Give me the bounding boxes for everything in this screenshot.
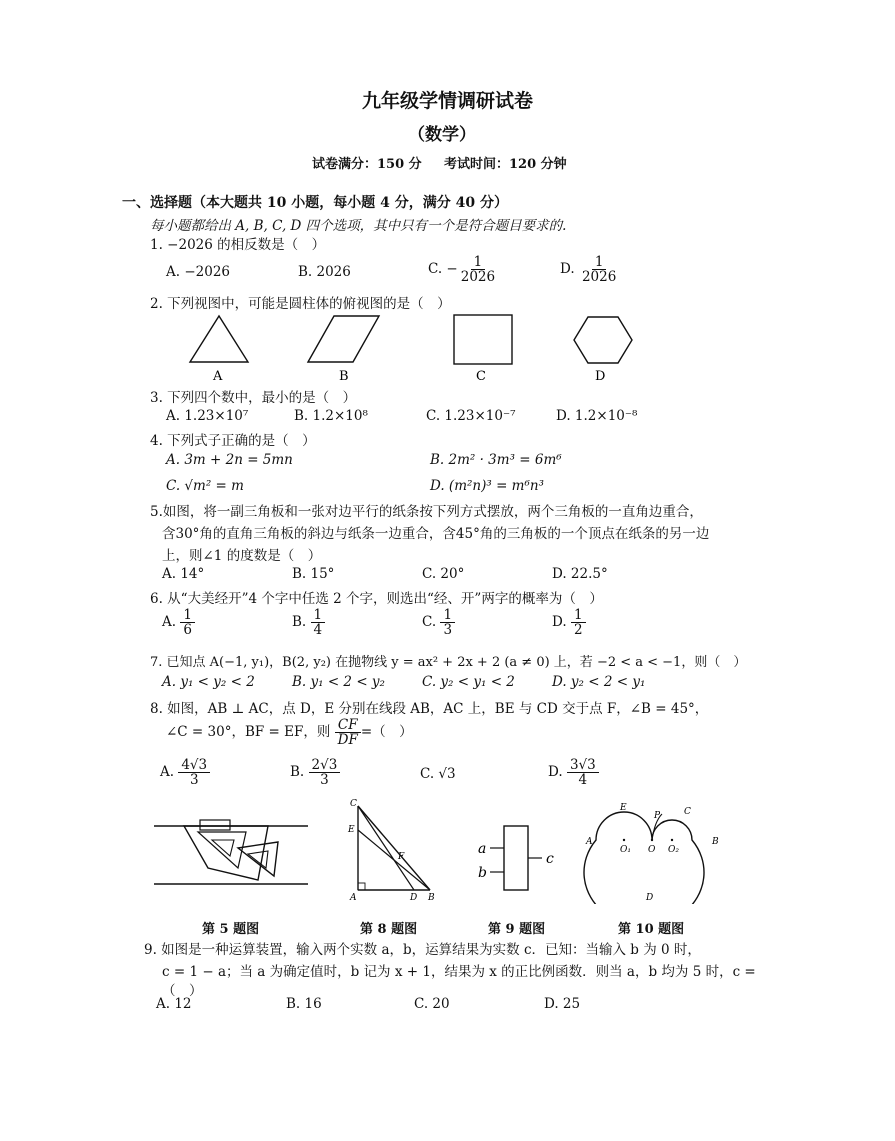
q8-option-a: A. $\frac{4√3}{3}$: [160, 758, 210, 787]
triangle-shape: [190, 316, 248, 362]
q4-option-c: C. √m² = m: [166, 478, 244, 494]
q9-line3: （ ）: [162, 983, 203, 999]
q5-line1: 5.如图，将一副三角板和一张对边平行的纸条按下列方式摆放，两个三角板的一直角边重合，: [150, 504, 703, 520]
exam-time: 考试时间：120 分钟: [444, 157, 567, 172]
q9-option-b: B. 16: [286, 996, 322, 1012]
figure-9-caption: 第 9 题图: [488, 922, 546, 937]
q7-option-c: C. y₂ < y₁ < 2: [422, 674, 515, 690]
q4-stem: 4. 下列式子正确的是（ ）: [150, 433, 316, 449]
q4-option-b: B. 2m² · 3m³ = 6m⁶: [430, 452, 562, 468]
q2-label-d: D: [595, 369, 606, 384]
q6-stem: 6. 从“大美经开”4 个字中任选 2 个字，则选出“经、开”两字的概率为（ ）: [150, 591, 603, 607]
q8-option-b: B. $\frac{2√3}{3}$: [290, 758, 340, 787]
q3-stem: 3. 下列四个数中，最小的是（ ）: [150, 390, 357, 406]
q1-option-d: D. $\frac{1}{2026}$: [560, 254, 617, 286]
fig8-label-f: F: [398, 852, 405, 862]
section-note: 每小题都给出 A, B, C, D 四个选项，其中只有一个是符合题目要求的.: [150, 218, 567, 234]
fig10-label-e: E: [620, 803, 627, 813]
q8-option-c: C. √3: [420, 766, 456, 782]
page-title: 九年级学情调研试卷: [362, 90, 534, 112]
q1-stem: 1. −2026 的相反数是（ ）: [150, 237, 326, 253]
q4-option-d: D. (m²n)³ = m⁶n³: [430, 478, 544, 494]
q3-option-b: B. 1.2×10⁸: [294, 408, 368, 424]
fig9-label-c: c: [546, 851, 554, 867]
fig8-label-e: E: [348, 825, 355, 835]
figure-8: [346, 796, 438, 904]
q2-label-a: A: [213, 369, 223, 384]
fig10-label-a: A: [586, 837, 593, 847]
subject-label: （数学）: [408, 125, 476, 145]
fig10-label-o: O: [648, 845, 656, 855]
hexagon-shape: [574, 317, 632, 363]
section-heading: 一、选择题（本大题共 10 小题，每小题 4 分，满分 40 分）: [122, 195, 508, 211]
q6-option-c: C. $\frac{1}{3}$: [422, 608, 455, 637]
fig8-label-d: D: [410, 893, 418, 903]
q7-option-a: A. y₁ < y₂ < 2: [162, 674, 255, 690]
q1-option-a: A. −2026: [166, 264, 230, 280]
fig10-label-d: D: [646, 893, 654, 903]
q6-option-b: B. $\frac{1}{4}$: [292, 608, 325, 637]
fig10-label-o1: O₁: [620, 845, 631, 855]
q7-option-b: B. y₁ < 2 < y₂: [292, 674, 385, 690]
figure-10: [580, 798, 725, 904]
fig10-label-c: C: [684, 807, 691, 817]
q9-line1: 9. 如图是一种运算装置，输入两个实数 a，b，运算结果为实数 c．已知：当输入 b 为 0 时，: [144, 942, 701, 958]
q9-option-c: C. 20: [414, 996, 450, 1012]
fig10-label-b: B: [712, 837, 719, 847]
figure-9: [470, 818, 570, 898]
figure-8-caption: 第 8 题图: [360, 922, 418, 937]
fig9-label-a: a: [478, 841, 487, 857]
q2-label-c: C: [476, 369, 486, 384]
q9-line2: c = 1 − a；当 a 为确定值时，b 记为 x + 1，结果为 x 的正比例函数．则当 a，b 均为 5 时，c =: [162, 964, 756, 980]
fig10-label-o2: O₂: [668, 845, 679, 855]
q5-line3: 上，则∠1 的度数是（ ）: [162, 548, 322, 564]
fig10-label-p: P: [654, 811, 661, 821]
fig8-label-a: A: [350, 893, 357, 903]
full-score: 试卷满分：150 分: [312, 157, 422, 172]
q8-line2: ∠C = 30°，BF = EF，则 $\frac{CF}{DF}$ =（ ）: [166, 717, 413, 749]
figure-10-caption: 第 10 题图: [618, 922, 685, 937]
q2-figures: [180, 312, 650, 384]
q3-option-c: C. 1.23×10⁻⁷: [426, 408, 516, 424]
q5-option-d: D. 22.5°: [552, 566, 608, 582]
q3-option-d: D. 1.2×10⁻⁸: [556, 408, 638, 424]
q9-option-a: A. 12: [156, 996, 192, 1012]
q1-option-c: C. − $\frac{1}{2026}$: [428, 254, 496, 286]
q4-option-a: A. 3m + 2n = 5mn: [166, 452, 293, 468]
q9-option-d: D. 25: [544, 996, 581, 1012]
q3-option-a: A. 1.23×10⁷: [166, 408, 249, 424]
q6-option-d: D. $\frac{1}{2}$: [552, 608, 586, 637]
q2-stem: 2. 下列视图中，可能是圆柱体的俯视图的是（ ）: [150, 296, 451, 312]
q6-option-a: A. $\frac{1}{6}$: [162, 608, 195, 637]
q5-option-c: C. 20°: [422, 566, 465, 582]
parallelogram-shape: [308, 316, 379, 362]
q7-stem: 7. 已知点 A(−1, y₁)，B(2, y₂) 在抛物线 y = ax² + 2x + 2 (a ≠ 0) 上，若 −2 < a < −1，则（ ）: [150, 655, 747, 670]
fig8-label-b: B: [428, 893, 435, 903]
q1-option-b: B. 2026: [298, 264, 351, 280]
square-shape: [454, 315, 512, 364]
q5-option-a: A. 14°: [162, 566, 205, 582]
figure-5: [150, 818, 312, 898]
q2-label-b: B: [339, 369, 349, 384]
fig8-label-c: C: [350, 799, 357, 809]
q8-line1: 8. 如图，AB ⊥ AC，点 D，E 分别在线段 AB，AC 上，BE 与 CD 交于点 F，∠B = 45°，: [150, 701, 709, 717]
q8-option-d: D. $\frac{3√3}{4}$: [548, 758, 599, 787]
q5-option-b: B. 15°: [292, 566, 335, 582]
q5-line2: 含30°角的直角三角板的斜边与纸条一边重合，含45°角的三角板的一个顶点在纸条的另一边: [162, 526, 710, 542]
figure-5-caption: 第 5 题图: [202, 922, 260, 937]
fig9-label-b: b: [478, 865, 487, 881]
q7-option-d: D. y₂ < 2 < y₁: [552, 674, 646, 690]
